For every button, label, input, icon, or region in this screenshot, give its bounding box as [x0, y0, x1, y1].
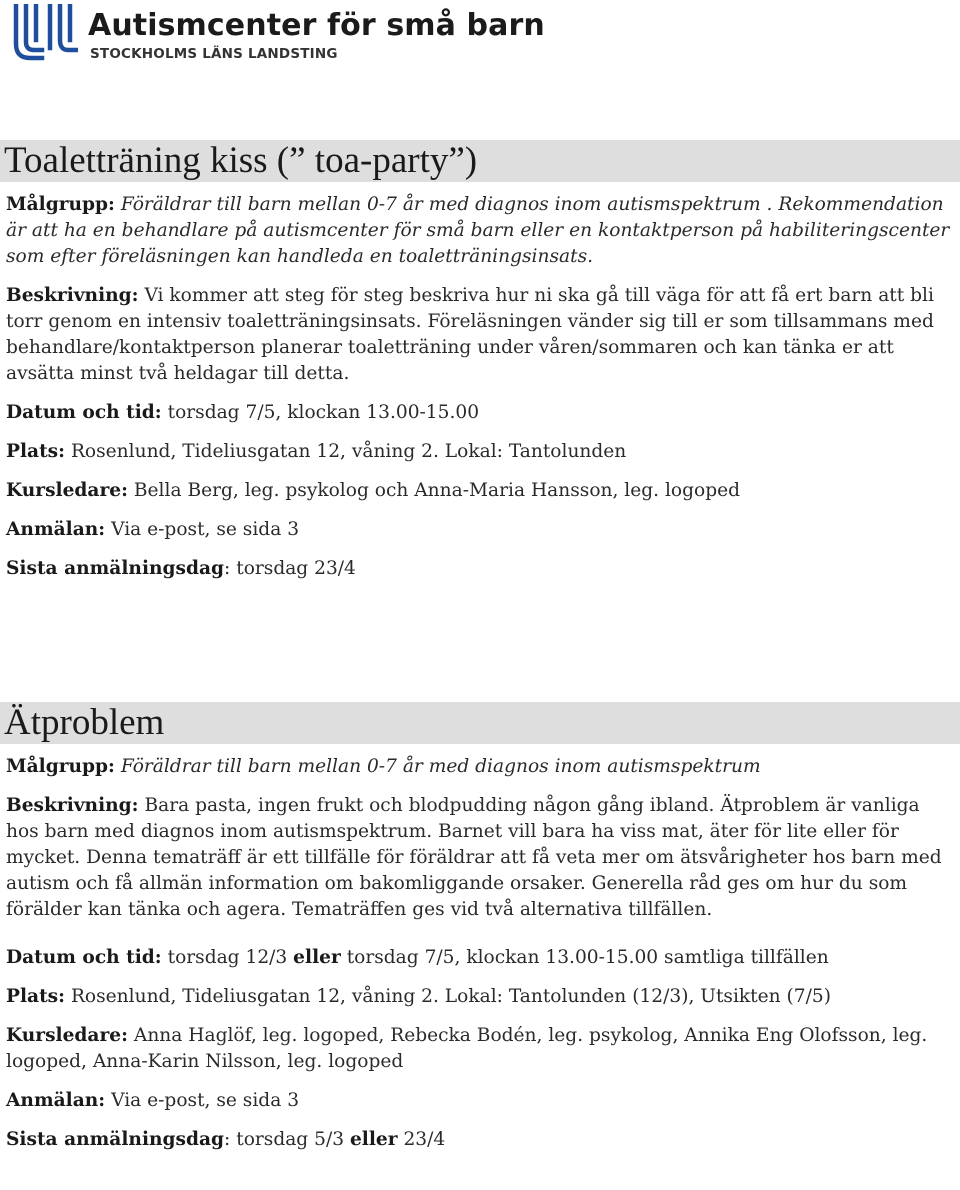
sista-eller: eller — [349, 1129, 398, 1150]
sista-label: Sista anmälningsdag — [6, 558, 225, 579]
plats-line — [0, 439, 960, 465]
kursledare-line — [0, 478, 960, 504]
plats-text: Rosenlund, Tideliusgatan 12, våning 2. Lokal: Tantolunden (12/3), Utsikten (7/5) — [70, 986, 831, 1007]
landsting-logo-icon — [6, 4, 78, 62]
anmalan-text: Via e-post, se sida 3 — [111, 519, 300, 540]
datum-label: Datum och tid: — [6, 947, 162, 968]
beskrivning-paragraph — [0, 283, 960, 387]
malgrupp-text: Föräldrar till barn mellan 0-7 år med diagnos inom autismspektrum — [120, 756, 761, 777]
sista-label: Sista anmälningsdag — [6, 1129, 225, 1150]
datum-text-2: torsdag 7/5, klockan 13.00-15.00 samtliga tillfällen — [346, 947, 829, 968]
beskrivning-text: Vi kommer att steg för steg beskriva hur ni ska gå till väga för att få ert barn att bli torr genom en intensiv toaletträningsinsats. Föreläsningen vänder sig till er som tillsammans med behandlare/kontaktperson planerar toaletträning under våren/sommaren och kan tänka er att avsätta minst två heldagar till detta. — [6, 285, 934, 384]
malgrupp-text: Föräldrar till barn mellan 0-7 år med diagnos inom autismspektrum . Rekommendation är att ha en behandlare på autismcenter för små barn eller en kontaktperson på habiliteringscenter som efter föreläsningen kan handleda en toaletträningsinsats. — [6, 194, 950, 267]
plats-line — [0, 984, 960, 1010]
beskrivning-label: Beskrivning: — [6, 285, 139, 306]
header-logo — [6, 4, 545, 64]
malgrupp-paragraph — [0, 192, 960, 270]
sista-text-1: : torsdag 5/3 — [224, 1129, 345, 1150]
kursledare-paragraph — [0, 1023, 960, 1075]
datum-text-1: torsdag 12/3 — [167, 947, 288, 968]
beskrivning-label: Beskrivning: — [6, 795, 139, 816]
datum-text: torsdag 7/5, klockan 13.00-15.00 — [167, 402, 480, 423]
datum-line — [0, 400, 960, 426]
course-section-toalettraning — [0, 140, 960, 582]
plats-text: Rosenlund, Tideliusgatan 12, våning 2. Lokal: Tantolunden — [70, 441, 627, 462]
sista-anmalningsdag-line — [0, 556, 960, 582]
plats-label: Plats: — [6, 441, 66, 462]
section-title: Ätproblem — [0, 702, 960, 744]
logo-title: Autismcenter för små barn — [88, 8, 545, 43]
beskrivning-text: Bara pasta, ingen frukt och blodpudding någon gång ibland. Ätproblem är vanliga hos barn med diagnos inom autismspektrum. Barnet vill bara ha viss mat, äter för lite eller för mycket. Denna tematräff är ett tillfälle för föräldrar att få veta mer om ätsvårigheter hos barn med autism och få allmän information om bakomliggande orsaker. Generella råd ges om hur du som förälder kan tänka och agera. Tematräffen ges vid två alternativa tillfällen. — [6, 795, 942, 920]
anmalan-text: Via e-post, se sida 3 — [111, 1090, 300, 1111]
kursledare-label: Kursledare: — [6, 1025, 128, 1046]
datum-line — [0, 945, 960, 971]
section-title: Toaletträning kiss (” toa-party”) — [0, 140, 960, 182]
plats-label: Plats: — [6, 986, 66, 1007]
anmalan-label: Anmälan: — [6, 519, 106, 540]
kursledare-text: Bella Berg, leg. psykolog och Anna-Maria Hansson, leg. logoped — [133, 480, 741, 501]
datum-eller: eller — [293, 947, 341, 968]
sista-text-2: 23/4 — [397, 1129, 446, 1150]
sista-text: : torsdag 23/4 — [224, 558, 356, 579]
logo-subtitle: STOCKHOLMS LÄNS LANDSTING — [90, 46, 338, 62]
beskrivning-paragraph — [0, 793, 960, 923]
anmalan-line — [0, 1088, 960, 1114]
kursledare-text: Anna Haglöf, leg. logoped, Rebecka Bodén, leg. psykolog, Annika Eng Olofsson, leg. logoped, Anna-Karin Nilsson, leg. logoped — [6, 1025, 928, 1072]
kursledare-label: Kursledare: — [6, 480, 128, 501]
anmalan-line — [0, 517, 960, 543]
course-section-atproblem — [0, 702, 960, 1153]
anmalan-label: Anmälan: — [6, 1090, 106, 1111]
malgrupp-label: Målgrupp: — [6, 756, 115, 777]
malgrupp-paragraph — [0, 754, 960, 780]
datum-label: Datum och tid: — [6, 402, 162, 423]
sista-anmalningsdag-line — [0, 1127, 960, 1153]
malgrupp-label: Målgrupp: — [6, 194, 115, 215]
